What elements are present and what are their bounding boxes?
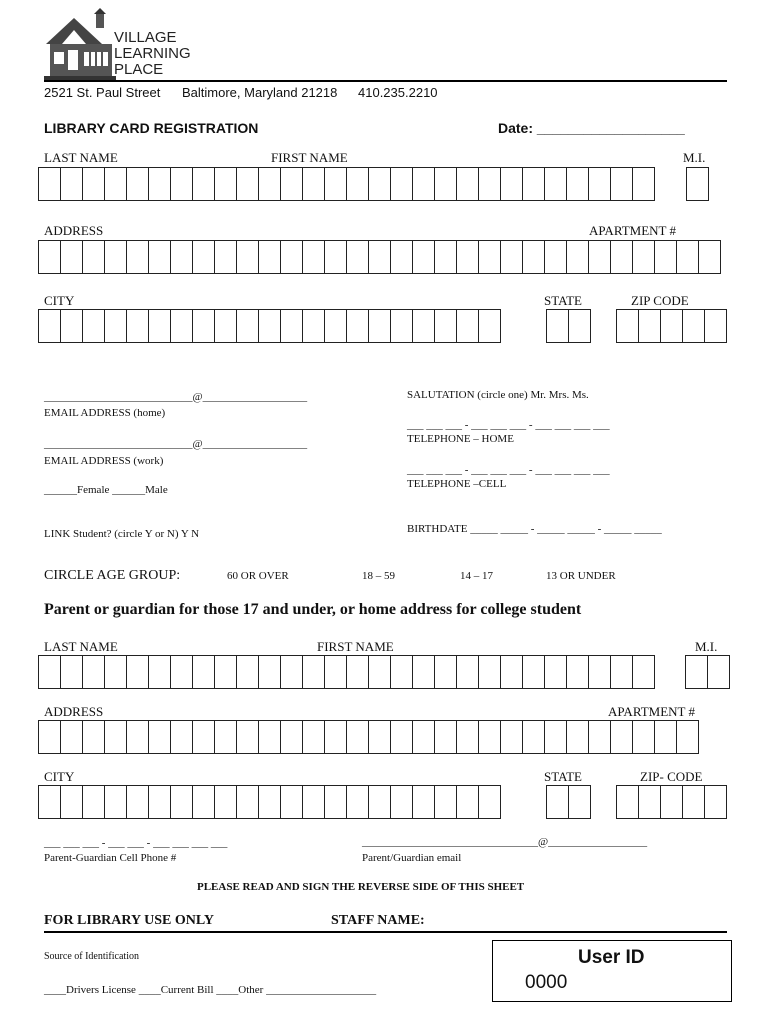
char-box[interactable] [610, 167, 633, 201]
char-box[interactable] [236, 240, 259, 274]
header-rule [44, 80, 727, 82]
char-box[interactable] [104, 309, 127, 343]
char-box[interactable] [148, 167, 171, 201]
char-box[interactable] [704, 785, 727, 819]
char-box[interactable] [588, 167, 611, 201]
first-name-label: FIRST NAME [271, 150, 348, 165]
guardian-last-name-label: LAST NAME [44, 639, 118, 654]
user-id-value: 0000 [525, 972, 568, 993]
char-box[interactable] [654, 720, 677, 754]
email-home-label: EMAIL ADDRESS (home) [44, 407, 166, 419]
char-box[interactable] [390, 309, 413, 343]
guardian-state-boxes[interactable] [546, 785, 590, 819]
char-box[interactable] [192, 720, 215, 754]
char-box[interactable] [686, 167, 709, 201]
char-box[interactable] [412, 240, 435, 274]
email-work-label: EMAIL ADDRESS (work) [44, 455, 164, 467]
char-box[interactable] [170, 720, 193, 754]
char-box[interactable] [685, 655, 708, 689]
mi-box[interactable] [686, 167, 708, 201]
guardian-phone-line[interactable]: ___ ___ ___ - ___ ___ - ___ ___ ___ ___ [44, 837, 228, 849]
char-box[interactable] [368, 167, 391, 201]
char-box[interactable] [544, 655, 567, 689]
char-box[interactable] [522, 167, 545, 201]
guardian-city-boxes[interactable] [38, 785, 500, 819]
apartment-label: APARTMENT # [589, 223, 676, 238]
char-box[interactable] [324, 785, 347, 819]
char-box[interactable] [368, 720, 391, 754]
guardian-apartment-label: APARTMENT # [608, 704, 695, 719]
char-box[interactable] [588, 720, 611, 754]
char-box[interactable] [258, 720, 281, 754]
char-box[interactable] [214, 785, 237, 819]
char-box[interactable] [170, 240, 193, 274]
char-box[interactable] [412, 309, 435, 343]
zip-label: ZIP CODE [631, 293, 689, 308]
char-box[interactable] [126, 309, 149, 343]
logo-line-2: LEARNING [114, 45, 191, 62]
reverse-side-notice: PLEASE READ AND SIGN THE REVERSE SIDE OF THIS SHEET [197, 881, 525, 893]
char-box[interactable] [456, 240, 479, 274]
char-box[interactable] [478, 655, 501, 689]
char-box[interactable] [346, 240, 369, 274]
char-box[interactable] [500, 167, 523, 201]
char-box[interactable] [616, 309, 639, 343]
user-id-label: User ID [578, 947, 645, 968]
char-box[interactable] [148, 240, 171, 274]
char-box[interactable] [280, 655, 303, 689]
char-box[interactable] [192, 167, 215, 201]
char-box[interactable] [390, 785, 413, 819]
char-box[interactable] [258, 167, 281, 201]
char-box[interactable] [82, 240, 105, 274]
char-box[interactable] [236, 785, 259, 819]
char-box[interactable] [544, 167, 567, 201]
char-box[interactable] [707, 655, 730, 689]
char-box[interactable] [368, 785, 391, 819]
char-box[interactable] [170, 309, 193, 343]
char-box[interactable] [566, 167, 589, 201]
char-box[interactable] [104, 720, 127, 754]
logo-line-3: PLACE [114, 61, 164, 78]
char-box[interactable] [478, 720, 501, 754]
char-box[interactable] [546, 785, 569, 819]
char-box[interactable] [682, 785, 705, 819]
last-name-label: LAST NAME [44, 150, 118, 165]
char-box[interactable] [38, 655, 61, 689]
char-box[interactable] [346, 309, 369, 343]
telephone-cell-label: TELEPHONE –CELL [407, 478, 507, 490]
char-box[interactable] [302, 720, 325, 754]
char-box[interactable] [698, 240, 721, 274]
char-box[interactable] [478, 240, 501, 274]
char-box[interactable] [214, 655, 237, 689]
char-box[interactable] [82, 785, 105, 819]
char-box[interactable] [660, 309, 683, 343]
char-box[interactable] [390, 240, 413, 274]
char-box[interactable] [170, 655, 193, 689]
phone-number: 410.235.2210 [358, 85, 438, 100]
char-box[interactable] [390, 655, 413, 689]
char-box[interactable] [104, 655, 127, 689]
address-label: ADDRESS [44, 223, 104, 238]
char-box[interactable] [434, 720, 457, 754]
guardian-mi-box[interactable] [685, 655, 729, 689]
char-box[interactable] [368, 240, 391, 274]
char-box[interactable] [412, 785, 435, 819]
char-box[interactable] [192, 240, 215, 274]
char-box[interactable] [456, 655, 479, 689]
char-box[interactable] [478, 167, 501, 201]
char-box[interactable] [522, 655, 545, 689]
age-option-13-under[interactable]: 13 OR UNDER [546, 570, 616, 582]
char-box[interactable] [546, 309, 569, 343]
char-box[interactable] [302, 240, 325, 274]
char-box[interactable] [302, 309, 325, 343]
guardian-heading: Parent or guardian for those 17 and under, or home address for college student [44, 601, 582, 618]
char-box[interactable] [638, 785, 661, 819]
char-box[interactable] [676, 240, 699, 274]
guardian-name-boxes[interactable] [38, 655, 654, 689]
char-box[interactable] [38, 785, 61, 819]
id-options-field[interactable]: ____Drivers License ____Current Bill ____Other ____________________ [44, 984, 377, 996]
salutation-field[interactable]: SALUTATION (circle one) Mr. Mrs. Ms. [407, 389, 589, 401]
char-box[interactable] [258, 655, 281, 689]
link-student-field[interactable]: LINK Student? (circle Y or N) Y N [44, 528, 200, 540]
char-box[interactable] [60, 167, 83, 201]
guardian-first-name-label: FIRST NAME [317, 639, 394, 654]
char-box[interactable] [148, 655, 171, 689]
char-box[interactable] [324, 655, 347, 689]
guardian-phone-label: Parent-Guardian Cell Phone # [44, 852, 177, 864]
birthdate-field[interactable]: BIRTHDATE _____ _____ - _____ _____ - _____ _____ [407, 523, 662, 535]
char-box[interactable] [346, 720, 369, 754]
state-label: STATE [544, 293, 582, 308]
char-box[interactable] [704, 309, 727, 343]
char-box[interactable] [148, 720, 171, 754]
address-city: Baltimore, Maryland 21218 [182, 85, 338, 100]
char-box[interactable] [280, 720, 303, 754]
library-use-label: FOR LIBRARY USE ONLY [44, 913, 215, 928]
char-box[interactable] [38, 309, 61, 343]
char-box[interactable] [588, 240, 611, 274]
char-box[interactable] [126, 240, 149, 274]
char-box[interactable] [566, 720, 589, 754]
name-boxes[interactable] [38, 167, 654, 201]
char-box[interactable] [104, 785, 127, 819]
telephone-home-label: TELEPHONE – HOME [407, 433, 514, 445]
char-box[interactable] [434, 655, 457, 689]
char-box[interactable] [324, 240, 347, 274]
char-box[interactable] [412, 720, 435, 754]
char-box[interactable] [302, 655, 325, 689]
logo [44, 8, 204, 84]
char-box[interactable] [544, 720, 567, 754]
char-box[interactable] [522, 240, 545, 274]
char-box[interactable] [148, 785, 171, 819]
guardian-email-label: Parent/Guardian email [362, 852, 462, 864]
char-box[interactable] [104, 167, 127, 201]
char-box[interactable] [412, 655, 435, 689]
char-box[interactable] [60, 720, 83, 754]
char-box[interactable] [610, 240, 633, 274]
char-box[interactable] [38, 720, 61, 754]
age-option-60-plus[interactable]: 60 OR OVER [227, 570, 289, 582]
mi-label: M.I. [683, 150, 706, 165]
email-work-line[interactable]: ___________________________@___________________ [44, 438, 308, 450]
staff-name-label: STAFF NAME: [331, 913, 425, 928]
char-box[interactable] [60, 655, 83, 689]
char-box[interactable] [302, 785, 325, 819]
char-box[interactable] [236, 720, 259, 754]
char-box[interactable] [280, 309, 303, 343]
char-box[interactable] [434, 240, 457, 274]
char-box[interactable] [82, 309, 105, 343]
char-box[interactable] [60, 309, 83, 343]
char-box[interactable] [346, 167, 369, 201]
char-box[interactable] [434, 785, 457, 819]
char-box[interactable] [236, 655, 259, 689]
char-box[interactable] [280, 785, 303, 819]
char-box[interactable] [148, 309, 171, 343]
char-box[interactable] [456, 309, 479, 343]
char-box[interactable] [346, 785, 369, 819]
age-option-18-59[interactable]: 18 – 59 [362, 570, 395, 582]
char-box[interactable] [258, 309, 281, 343]
char-box[interactable] [236, 167, 259, 201]
char-box[interactable] [126, 655, 149, 689]
char-box[interactable] [258, 240, 281, 274]
char-box[interactable] [192, 655, 215, 689]
char-box[interactable] [500, 655, 523, 689]
char-box[interactable] [60, 785, 83, 819]
char-box[interactable] [616, 785, 639, 819]
char-box[interactable] [654, 240, 677, 274]
guardian-zip-label: ZIP- CODE [640, 769, 703, 784]
char-box[interactable] [104, 240, 127, 274]
char-box[interactable] [324, 309, 347, 343]
char-box[interactable] [412, 167, 435, 201]
char-box[interactable] [390, 167, 413, 201]
char-box[interactable] [60, 240, 83, 274]
char-box[interactable] [568, 785, 591, 819]
char-box[interactable] [500, 720, 523, 754]
char-box[interactable] [280, 240, 303, 274]
address-boxes[interactable] [38, 240, 720, 274]
guardian-address-boxes[interactable] [38, 720, 698, 754]
char-box[interactable] [522, 720, 545, 754]
char-box[interactable] [588, 655, 611, 689]
char-box[interactable] [368, 655, 391, 689]
char-box[interactable] [126, 720, 149, 754]
char-box[interactable] [632, 720, 655, 754]
char-box[interactable] [192, 309, 215, 343]
schoolhouse-logo-icon [44, 8, 116, 80]
char-box[interactable] [456, 167, 479, 201]
address-street: 2521 St. Paul Street [44, 85, 161, 100]
age-group-label: CIRCLE AGE GROUP: [44, 568, 181, 583]
char-box[interactable] [478, 309, 501, 343]
char-box[interactable] [126, 167, 149, 201]
char-box[interactable] [632, 167, 655, 201]
city-boxes[interactable] [38, 309, 500, 343]
char-box[interactable] [500, 240, 523, 274]
gender-field[interactable]: ______Female ______Male [44, 484, 168, 496]
char-box[interactable] [82, 720, 105, 754]
char-box[interactable] [82, 167, 105, 201]
char-box[interactable] [434, 167, 457, 201]
char-box[interactable] [214, 167, 237, 201]
char-box[interactable] [544, 240, 567, 274]
city-label: CITY [44, 293, 75, 308]
char-box[interactable] [82, 655, 105, 689]
char-box[interactable] [214, 240, 237, 274]
char-box[interactable] [390, 720, 413, 754]
footer-rule [44, 931, 727, 933]
char-box[interactable] [478, 785, 501, 819]
char-box[interactable] [682, 309, 705, 343]
char-box[interactable] [126, 785, 149, 819]
char-box[interactable] [638, 309, 661, 343]
guardian-address-label: ADDRESS [44, 704, 104, 719]
guardian-mi-label: M.I. [695, 639, 718, 654]
char-box[interactable] [38, 240, 61, 274]
telephone-cell-line[interactable]: ___ ___ ___ - ___ ___ ___ - ___ ___ ___ ___ [407, 464, 610, 476]
char-box[interactable] [566, 655, 589, 689]
char-box[interactable] [610, 655, 633, 689]
guardian-zip-boxes[interactable] [616, 785, 726, 819]
source-id-label: Source of Identification [44, 951, 139, 962]
char-box[interactable] [456, 785, 479, 819]
guardian-state-label: STATE [544, 769, 582, 784]
char-box[interactable] [258, 785, 281, 819]
char-box[interactable] [660, 785, 683, 819]
zip-boxes[interactable] [616, 309, 726, 343]
char-box[interactable] [214, 309, 237, 343]
age-option-14-17[interactable]: 14 – 17 [460, 570, 493, 582]
state-boxes[interactable] [546, 309, 590, 343]
char-box[interactable] [236, 309, 259, 343]
char-box[interactable] [170, 167, 193, 201]
email-home-line[interactable]: ___________________________@___________________ [44, 391, 308, 403]
char-box[interactable] [676, 720, 699, 754]
telephone-home-line[interactable]: ___ ___ ___ - ___ ___ ___ - ___ ___ ___ ___ [407, 419, 610, 431]
char-box[interactable] [192, 785, 215, 819]
char-box[interactable] [568, 309, 591, 343]
guardian-city-label: CITY [44, 769, 75, 784]
char-box[interactable] [346, 655, 369, 689]
date-field[interactable]: Date: ___________________ [498, 120, 685, 136]
char-box[interactable] [368, 309, 391, 343]
char-box[interactable] [38, 167, 61, 201]
char-box[interactable] [632, 240, 655, 274]
char-box[interactable] [302, 167, 325, 201]
form-title: LIBRARY CARD REGISTRATION [44, 120, 259, 136]
char-box[interactable] [434, 309, 457, 343]
char-box[interactable] [280, 167, 303, 201]
logo-line-1: VILLAGE [114, 29, 177, 46]
char-box[interactable] [566, 240, 589, 274]
char-box[interactable] [324, 720, 347, 754]
char-box[interactable] [456, 720, 479, 754]
char-box[interactable] [324, 167, 347, 201]
char-box[interactable] [610, 720, 633, 754]
char-box[interactable] [214, 720, 237, 754]
guardian-email-line[interactable]: ________________________________@__________________ [362, 836, 648, 848]
char-box[interactable] [170, 785, 193, 819]
char-box[interactable] [632, 655, 655, 689]
